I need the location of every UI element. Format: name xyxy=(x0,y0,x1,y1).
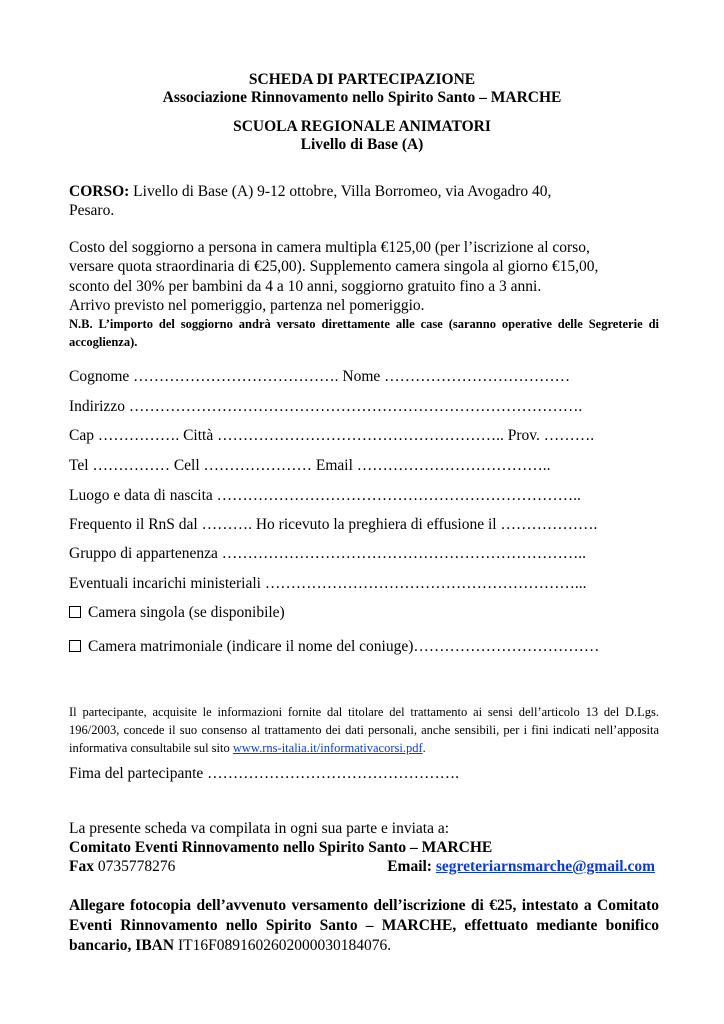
privacy-end: . xyxy=(422,741,426,755)
cost-line-1: Costo del soggiorno a persona in camera multipla €125,00 (per l’iscrizione al corso, xyxy=(69,239,590,256)
contact-row xyxy=(69,857,659,877)
privacy-text: Il partecipante, acquisite le informazioni fornite dal titolare del trattamento ai sensi dell’articolo 13 del D.Lgs. 196/2003, concede il suo consenso al trattamento dei dati personali, anche sensibili, per i fini indicati nell’apposita informativa consultabile sul sito xyxy=(69,705,659,755)
camera-matrimoniale-checkbox[interactable] xyxy=(69,640,81,652)
course-line xyxy=(69,182,659,202)
privacy-notice xyxy=(69,703,659,757)
gruppo-appartenenza-field[interactable]: Gruppo di appartenenza …………………………………………………………….. xyxy=(69,545,587,562)
course-level: Livello di Base (A) xyxy=(300,136,424,153)
incarichi-ministeriali-field[interactable]: Eventuali incarichi ministeriali ……………………………………………………... xyxy=(69,575,587,592)
nb-note: N.B. L’importo del soggiorno andrà versato direttamente alle case (saranno operative delle Segreterie di accoglienza). xyxy=(69,317,659,349)
footer-intro: La presente scheda va compilata in ogni sua parte e inviata a: xyxy=(69,820,450,837)
email-label: Email: xyxy=(387,858,436,875)
privacy-link[interactable]: www.rns-italia.it/informativacorsi.pdf xyxy=(232,741,423,755)
cost-line-2: versare quota straordinaria di €25,00). Supplemento camera singola al giorno €15,00, xyxy=(69,258,599,275)
camera-matrimoniale-label: Camera matrimoniale (indicare il nome del coniuge)……………………………… xyxy=(88,638,600,655)
indirizzo-field[interactable]: Indirizzo ……………………………………………………………………………. xyxy=(69,398,583,415)
form-title: SCHEDA DI PARTECIPAZIONE xyxy=(248,71,476,88)
committee-name: Comitato Eventi Rinnovamento nello Spirito Santo – MARCHE xyxy=(69,839,493,856)
camera-matrimoniale-option[interactable] xyxy=(69,637,659,657)
fax-number: 0735778276 xyxy=(93,858,176,875)
association-name: Associazione Rinnovamento nello Spirito Santo – MARCHE xyxy=(162,89,562,106)
firma-field[interactable]: Fima del partecipante …………………………………………. xyxy=(69,765,460,782)
cost-line-3: sconto del 30% per bambini da 4 a 10 anni, soggiorno gratuito fino a 3 anni. xyxy=(69,278,542,295)
school-name: SCUOLA REGIONALE ANIMATORI xyxy=(233,118,491,135)
camera-singola-label: Camera singola (se disponibile) xyxy=(88,604,285,621)
payment-text: Allegare fotocopia dell’avvenuto versamento dell’iscrizione di €25, intestato a Comitato Eventi Rinnovamento nello Spirito Santo – MARCHE, effettuato mediante bonifico bancario, IBAN xyxy=(69,897,659,954)
cognome-nome-field[interactable]: Cognome …………………………………. Nome ……………………………… xyxy=(69,368,571,385)
iban-value: IT16F0891602602000030184076. xyxy=(174,937,392,954)
payment-instructions xyxy=(69,896,659,956)
camera-singola-option[interactable] xyxy=(69,603,659,623)
camera-singola-checkbox[interactable] xyxy=(69,606,81,618)
cap-citta-prov-field[interactable]: Cap ……………. Città ……………………………………………….. Prov. ………. xyxy=(69,427,595,444)
course-details: Livello di Base (A) 9-12 ottobre, Villa Borromeo, via Avogadro 40, xyxy=(129,183,552,200)
tel-cell-email-field[interactable]: Tel …………… Cell ………………… Email ……………………………….. xyxy=(69,457,551,474)
frequento-rns-field[interactable]: Frequento il RnS dal ………. Ho ricevuto la preghiera di effusione il ………………. xyxy=(69,516,598,533)
arrival-info: Arrivo previsto nel pomeriggio, partenza nel pomeriggio. xyxy=(69,297,425,314)
course-location: Pesaro. xyxy=(69,202,115,219)
fax-label: Fax xyxy=(69,858,94,875)
email-link[interactable]: segreteriarnsmarche@gmail.com xyxy=(435,858,655,875)
luogo-data-nascita-field[interactable]: Luogo e data di nascita …………………………………………………………….. xyxy=(69,487,581,504)
course-label: CORSO: xyxy=(69,183,130,200)
